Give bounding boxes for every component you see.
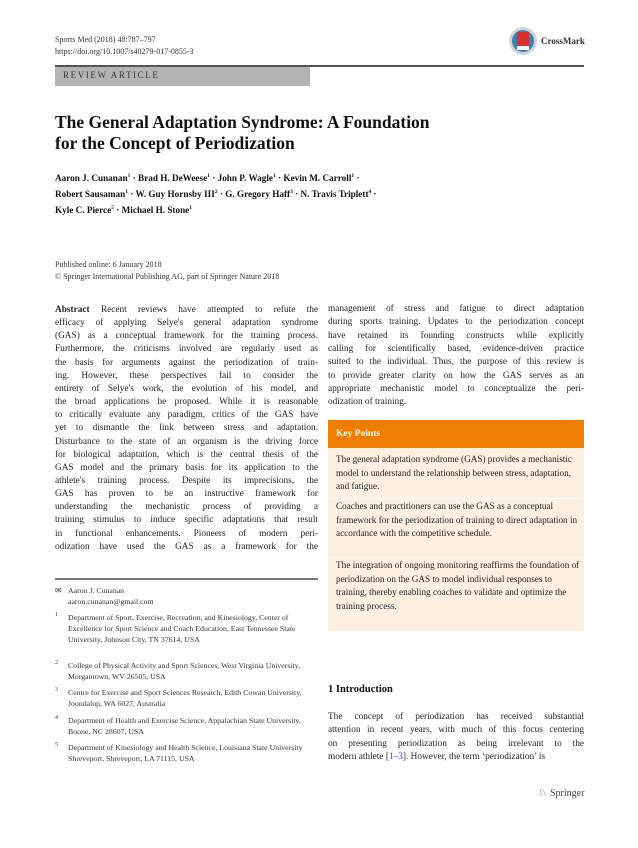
citation-link[interactable]: 1–3	[388, 752, 403, 762]
author-affiliation: 1	[125, 189, 128, 196]
author-affiliation: 2	[214, 189, 218, 196]
author-name: Kevin M. Carroll	[283, 173, 352, 184]
intro-line: The concept of periodization has received substantial	[328, 712, 584, 722]
abstract-line: management of stress and fatigue to direct adaptation	[328, 304, 584, 314]
abstract-line: (GAS) as a conceptual framework for the training process.	[55, 331, 318, 342]
abstract-line: entirety of Selye's work, the evolution of his model, and	[55, 383, 318, 394]
abstract-line: training stimulus to induce specific adaptations that result	[55, 515, 318, 526]
abstract-line: athlete's training process. Despite its imprecisions, the	[55, 475, 318, 486]
author-name: W. Guy Hornsby III	[135, 189, 215, 200]
crossmark-label: CrossMark	[541, 36, 585, 46]
author[interactable]	[301, 189, 372, 199]
abstract-line: Furthermore, the criticisms involved are regularly used as	[55, 344, 318, 355]
article-type: REVIEW ARTICLE	[63, 70, 160, 80]
abstract-line: appropriate mechanistic model to conceptualize the peri-	[328, 383, 584, 394]
author-name: Michael H. Stone	[121, 205, 190, 216]
abstract-line: Disturbance to the state of an organism is the driving force	[55, 436, 318, 447]
published-date: Published online: 6 January 2018	[55, 260, 162, 269]
affiliation	[55, 612, 318, 645]
springer-horse-icon: ♘	[538, 788, 547, 799]
intro-line	[328, 751, 584, 764]
journal-reference: Sports Med (2018) 48:787–797	[55, 35, 156, 44]
author-name: Robert Sausaman	[55, 189, 126, 200]
author[interactable]	[135, 189, 217, 199]
publisher-name: Springer	[549, 788, 585, 799]
abstract-line: during sports training. Updates to the periodization concept	[328, 317, 584, 328]
affiliation-number: 1	[55, 612, 58, 618]
author-affiliation: 4	[368, 189, 372, 196]
abstract-line: in functional enhancements. Pioneers of modern peri-	[55, 528, 318, 539]
affiliation-text: Department of Kinesiology and Health Science, Louisiana State University Shreveport, Shreveport, LA 71115, USA	[68, 743, 303, 763]
abstract-label: Abstract	[55, 305, 90, 315]
author-affiliation: 1	[351, 173, 355, 179]
abstract-line: ing. However, these perspectives fail to consider the	[55, 370, 318, 381]
intro-text: ]. However, the term ‘periodization’ is	[402, 752, 546, 762]
abstract-line: efficacy of applying Selye's general adaptation syndrome	[55, 318, 318, 329]
abstract-line: calling for scientifically based, evidence-driven practice	[328, 343, 584, 354]
author-affiliation: 1	[189, 205, 193, 212]
article-title	[55, 112, 430, 154]
abstract-line: to provide greater clarity on how the GAS serves as an	[328, 370, 584, 381]
author[interactable]	[225, 189, 293, 199]
abstract-line: for biological adaptation, which is the central thesis of the	[55, 449, 318, 460]
abstract-line: odization of training.	[328, 397, 407, 408]
springer-logo	[538, 788, 584, 799]
intro-text: modern athlete [	[328, 752, 389, 762]
affiliation	[55, 742, 318, 764]
author-name: John P. Wagle	[217, 173, 273, 184]
author-name: Brad H. DeWeese	[138, 173, 208, 184]
author-name: Kyle C. Pierce	[55, 205, 112, 216]
key-points-heading: Key Points	[336, 429, 381, 439]
abstract-line: GAS has proven to be an instructive framework for	[55, 489, 318, 500]
author-list: Aaron J. Cunanan$^1$ · Brad H. DeWeese$^1$ · John P. Wagle$^1$ · Kevin M. Carroll$^1$ · Robert Sausaman$^1$ · W. Guy Hornsby $III^2 \cdot G$. Gregory Haff$^3$ · N. Travis Triplett$^4$ · Kyle C. Pierce$^5$ · Michael H. Stone$^1$	[55, 173, 377, 216]
affiliation-number: 3	[55, 687, 58, 693]
author-affiliation: 3	[290, 189, 293, 196]
key-point: The integration of ongoing monitoring reaffirms the foundation of periodization on the GAS to model individual responses to training, thereby enabling coaches to validate and optimize the training process.	[336, 560, 580, 611]
abstract-line: suited to the individual. Thus, the purpose of this review is	[328, 357, 584, 368]
doi-link[interactable]: https://doi.org/10.1007/s40279-017-0855-3	[55, 47, 194, 56]
author-affiliation: 1	[127, 173, 131, 179]
author-name: G. Gregory Haff	[225, 189, 291, 200]
crossmark-badge[interactable]	[508, 26, 585, 56]
title-line: for the Concept of Periodization	[55, 133, 295, 153]
affiliation-text: Department of Sport, Exercise, Recreation, and Kinesiology, Center of Excellence for Sport Science and Coach Education, East Tennessee State University, Johnson City, TN 37614, USA	[68, 613, 296, 644]
author[interactable]	[122, 205, 192, 215]
author-name: N. Travis Triplett	[300, 189, 369, 200]
corresponding-email[interactable]: aaron.cunanan@gmail.com	[68, 597, 154, 606]
divider	[328, 498, 584, 499]
affiliation	[55, 715, 318, 737]
author[interactable]	[55, 205, 114, 215]
abstract-line: the basis for arguments against the periodization of train-	[55, 357, 318, 368]
correspondence	[55, 585, 318, 607]
author[interactable]	[218, 173, 276, 183]
envelope-icon: ✉	[55, 586, 62, 595]
affiliation-number: 5	[55, 742, 58, 748]
abstract-line: the broad applications he proposed. While it is reasonable	[55, 397, 318, 408]
affiliation-text: Department of Health and Exercise Science, Appalachian State University, Boone, NC 28607, USA	[68, 716, 301, 736]
abstract-text: Recent reviews have attempted to refute the	[100, 305, 318, 315]
affiliation-number: 2	[55, 660, 58, 666]
author[interactable]	[283, 173, 354, 183]
title-line: The General Adaptation Syndrome: A Foundation	[55, 112, 430, 132]
affiliation-text: Centre for Exercise and Sport Sciences Research, Edith Cowan University, Joondalup, WA 6027, Australia	[68, 688, 302, 708]
abstract-line: yet to dismantle the link between stress and adaptation.	[55, 423, 318, 434]
author-affiliation: 1	[207, 173, 210, 179]
abstract-line: GAS model and the primary basis for its application to the	[55, 462, 318, 473]
affiliation-text: College of Physical Activity and Sport Sciences, West Virginia University, Morgantown, WV 26505, USA	[68, 661, 301, 681]
copyright: © Springer International Publishing AG, part of Springer Nature 2018	[55, 272, 280, 281]
affiliation	[55, 687, 318, 709]
crossmark-icon	[508, 26, 538, 56]
key-points-box	[328, 448, 584, 631]
abstract-line: have retained its founding constructs while explicitly	[328, 330, 584, 341]
corresponding-author: Aaron J. Cunanan	[68, 586, 125, 595]
author[interactable]	[138, 173, 210, 183]
abstract-line: odization have used the GAS as a framework for the	[55, 541, 318, 552]
author-affiliation: 5	[111, 205, 114, 212]
key-points-header	[328, 420, 584, 448]
key-point: The general adaptation syndrome (GAS) provides a mechanistic model to understand the relationship between stress, adaptation, and fatigue.	[336, 454, 572, 491]
key-point: Coaches and practitioners can use the GAS as a conceptual framework for the periodization of training to direct adaptation in accordance with the competitive schedule.	[336, 501, 578, 538]
article-type-banner	[55, 67, 310, 86]
affiliation	[55, 660, 318, 682]
author[interactable]	[55, 189, 128, 199]
affiliation-number: 4	[55, 715, 58, 721]
intro-line: attention in recent years, with much of this focus centering	[328, 725, 584, 736]
author-affiliation: 1	[273, 173, 276, 179]
footnote-rule	[55, 578, 318, 580]
divider	[328, 557, 584, 558]
author[interactable]	[55, 173, 130, 183]
intro-line: on presenting periodization as being irrelevant to the	[328, 738, 584, 749]
abstract-line: to critically evaluate any paradigm, critics of the GAS have	[55, 410, 318, 421]
section-heading: 1 Introduction	[328, 684, 393, 695]
abstract-line: understanding the mechanistic process of providing a	[55, 502, 318, 513]
author-name: Aaron J. Cunanan	[55, 173, 128, 184]
abstract-line	[55, 304, 318, 317]
